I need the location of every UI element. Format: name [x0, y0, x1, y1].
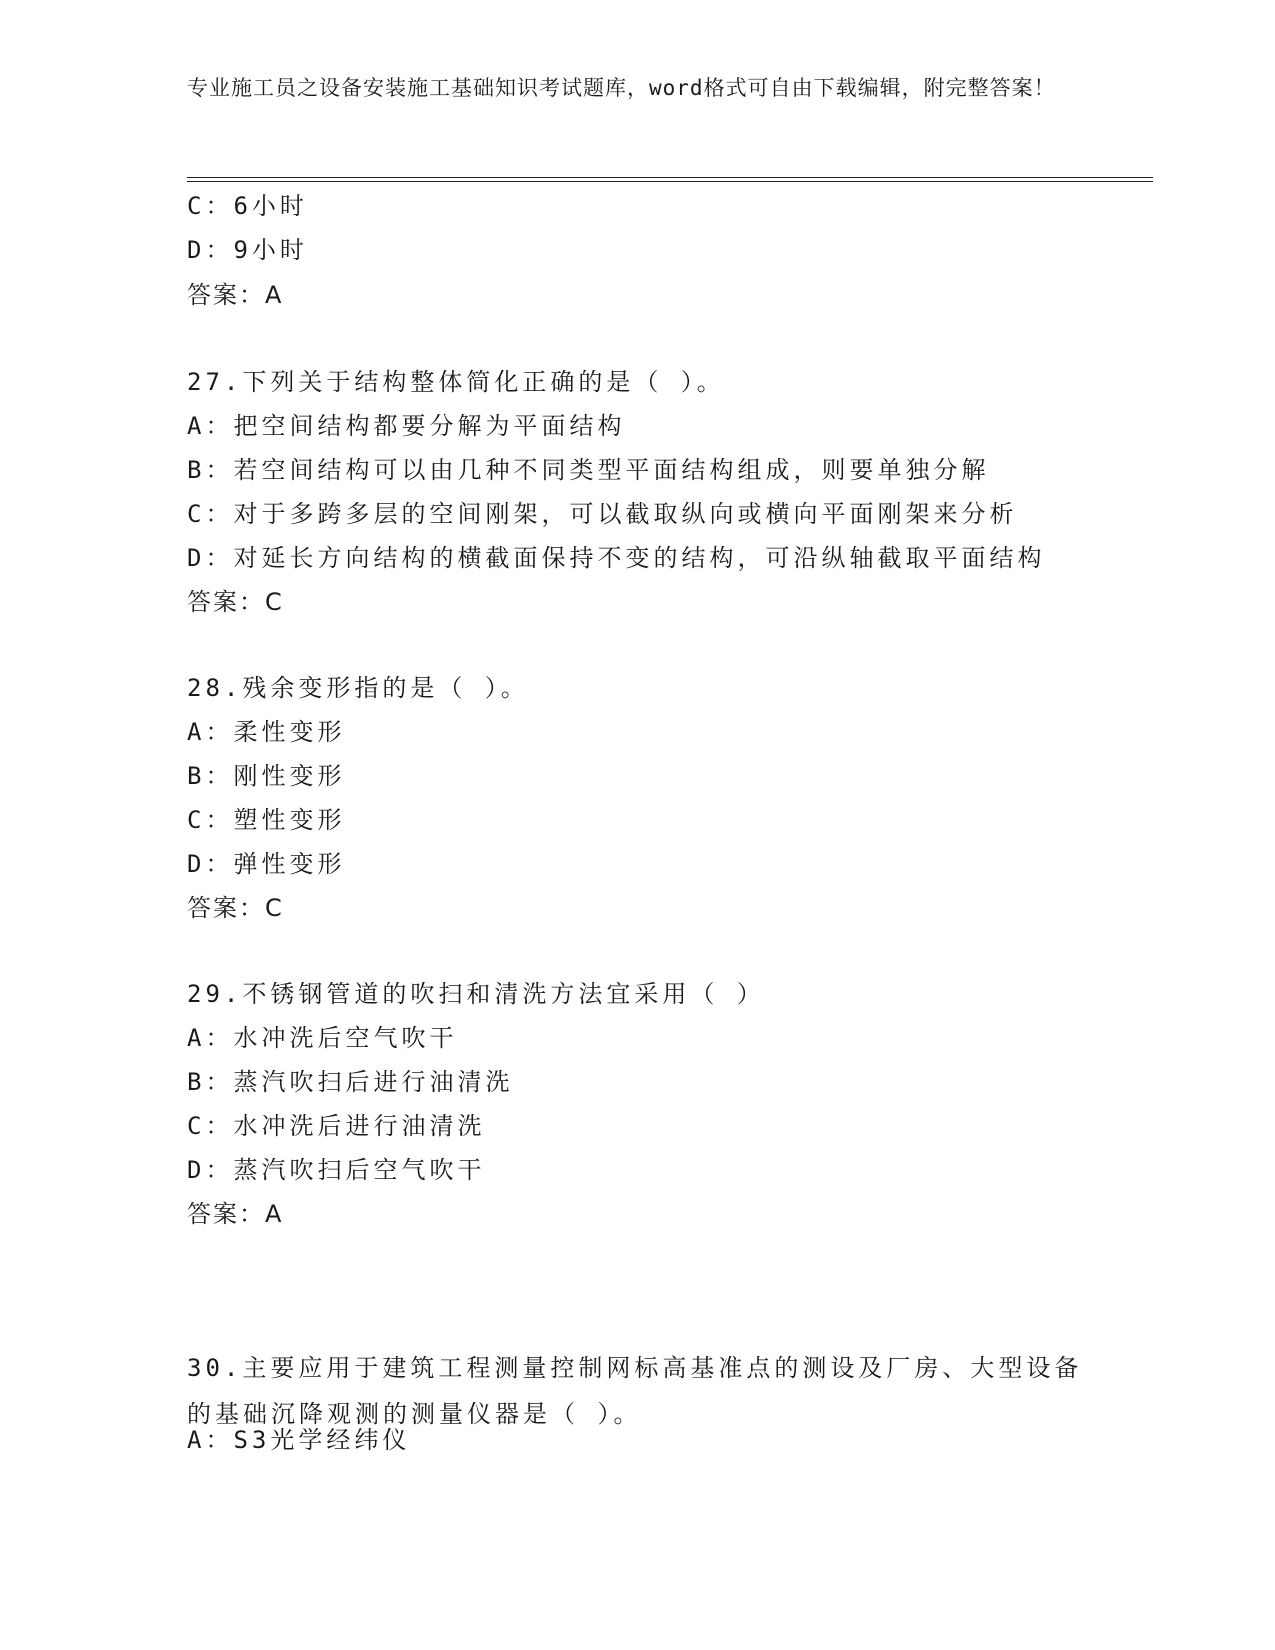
- q28-option-c: C：塑性变形: [187, 806, 346, 834]
- q28-answer: 答案：C: [187, 894, 284, 922]
- q26-option-c: C：6小时: [187, 192, 308, 220]
- q29-option-d: D：蒸汽吹扫后空气吹干: [187, 1156, 486, 1184]
- q27-option-c: C：对于多跨多层的空间刚架，可以截取纵向或横向平面刚架来分析: [187, 500, 1018, 528]
- q29-option-b: B：蒸汽吹扫后进行油清洗: [187, 1068, 514, 1096]
- q27-option-d: D：对延长方向结构的横截面保持不变的结构，可沿纵轴截取平面结构: [187, 544, 1046, 572]
- q28-question: 28.残余变形指的是（ ）。: [187, 674, 529, 702]
- q29-question: 29.不锈钢管道的吹扫和清洗方法宜采用（ ）: [187, 980, 765, 1008]
- q27-option-b: B：若空间结构可以由几种不同类型平面结构组成，则要单独分解: [187, 456, 990, 484]
- header-divider-top: [187, 177, 1153, 178]
- q28-option-d: D：弹性变形: [187, 850, 346, 878]
- q26-option-d: D：9小时: [187, 236, 308, 264]
- q29-answer: 答案：A: [187, 1200, 284, 1228]
- document-header: 专业施工员之设备安装施工基础知识考试题库，word格式可自由下载编辑，附完整答案！: [187, 76, 1056, 100]
- q29-option-a: A：水冲洗后空气吹干: [187, 1024, 458, 1052]
- header-divider-bottom: [187, 181, 1153, 182]
- q27-question: 27.下列关于结构整体简化正确的是（ ）。: [187, 368, 725, 396]
- q29-option-c: C：水冲洗后进行油清洗: [187, 1112, 486, 1140]
- q27-answer: 答案：C: [187, 588, 284, 616]
- q27-option-a: A：把空间结构都要分解为平面结构: [187, 412, 626, 440]
- q26-answer: 答案：A: [187, 281, 284, 309]
- q30-option-a: A：S3光学经纬仪: [187, 1426, 411, 1454]
- q28-option-b: B：刚性变形: [187, 762, 346, 790]
- q28-option-a: A：柔性变形: [187, 718, 346, 746]
- q30-question: 30.主要应用于建筑工程测量控制网标高基准点的测设及厂房、大型设备的基础沉降观测的测量仪器是（ ）。: [187, 1354, 1083, 1428]
